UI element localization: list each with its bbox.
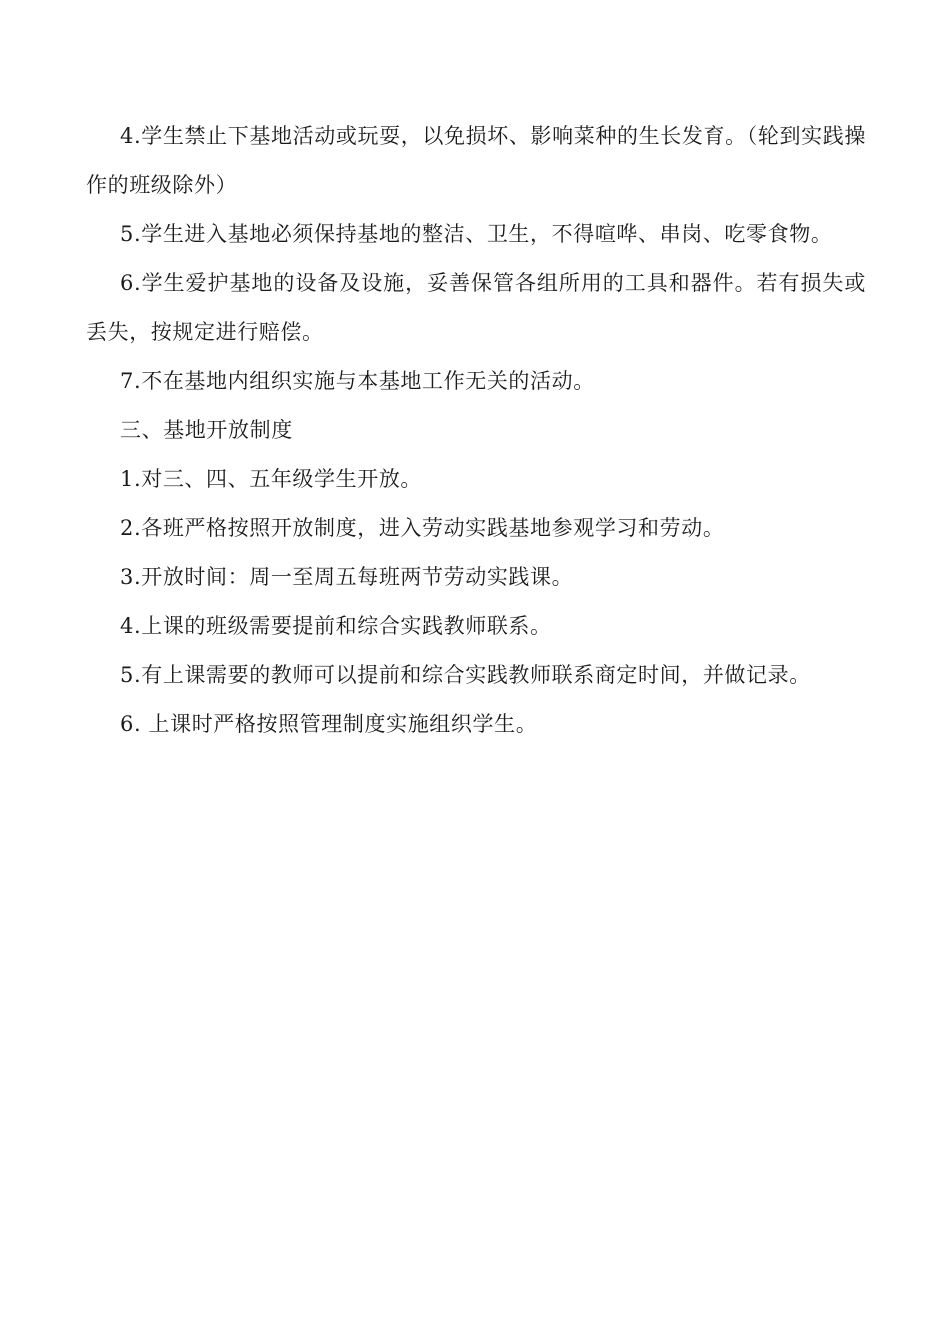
rule-item-5: 5.学生进入基地必须保持基地的整洁、卫生，不得喧哗、串岗、吃零食物。 — [120, 222, 833, 246]
open-policy-item-2: 2.各班严格按照开放制度，进入劳动实践基地参观学习和劳动。 — [120, 516, 725, 540]
rule-item-7: 7.不在基地内组织实施与本基地工作无关的活动。 — [120, 369, 595, 393]
rule-item-6: 6.学生爱护基地的设备及设施，妥善保管各组所用的工具和器件。若有损失或丢失，按规定进行赔偿。 — [86, 271, 866, 344]
document-body — [86, 112, 866, 749]
open-policy-item-5: 5.有上课需要的教师可以提前和综合实践教师联系商定时间，并做记录。 — [120, 663, 811, 687]
section-heading: 三、基地开放制度 — [120, 418, 293, 442]
open-policy-item-1: 1.对三、四、五年级学生开放。 — [120, 467, 423, 491]
rule-item-4: 4.学生禁止下基地活动或玩耍，以免损坏、影响菜种的生长发育。（轮到实践操作的班级除外） — [86, 124, 866, 197]
open-policy-item-4: 4.上课的班级需要提前和综合实践教师联系。 — [120, 614, 552, 638]
open-policy-item-3: 3.开放时间：周一至周五每班两节劳动实践课。 — [120, 565, 574, 589]
open-policy-item-6: 6. 上课时严格按照管理制度实施组织学生。 — [120, 712, 538, 736]
